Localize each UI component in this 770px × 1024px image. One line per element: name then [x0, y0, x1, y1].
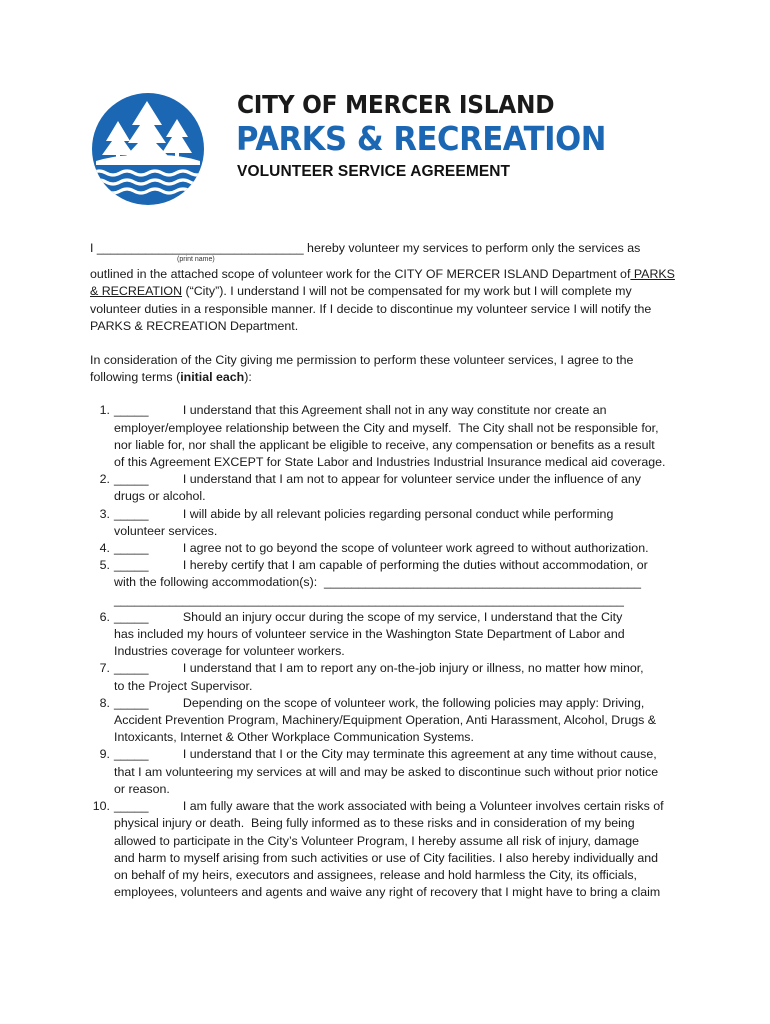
- intro-line-3-text: (“City”). I understand I will not be compensated for my work but I will complete my: [182, 284, 632, 299]
- term-number: 3.: [99, 506, 110, 521]
- term-text-line: allowed to participate in the City’s Volunteer Program, I hereby assume all risk of injury, damage: [114, 833, 640, 848]
- term-item: [90, 798, 680, 901]
- intro-line-4: volunteer duties in a responsible manner. If I decide to discontinue my volunteer service I will notify the: [90, 301, 652, 316]
- initial-each-label: initial each: [180, 370, 245, 385]
- term-number: 10.: [92, 799, 110, 814]
- term-item: [90, 506, 680, 540]
- term-text-line: physical injury or death. Being fully informed as to these risks and in consideration of my being: [114, 816, 635, 831]
- term-text-line: or reason.: [114, 781, 170, 796]
- term-text-line: volunteer services.: [114, 523, 218, 538]
- term-number: 1.: [99, 403, 110, 418]
- intro-line-1: I ______________________________ hereby volunteer my services to perform only the services as: [90, 241, 641, 255]
- consideration-line-1: In consideration of the City giving me permission to perform these volunteer services, I agree to the: [90, 353, 634, 368]
- intro-line-2: [90, 266, 680, 283]
- trees-over-water-logo-icon: [92, 93, 204, 205]
- consideration-line-2c: ):: [244, 370, 252, 385]
- term-number: 6.: [99, 609, 110, 624]
- intro-line-5: PARKS & RECREATION Department.: [90, 318, 299, 333]
- intro-line-3: [90, 283, 680, 300]
- term-initial-line: _____ Depending on the scope of volunteer work, the following policies may apply: Driving,: [114, 695, 645, 710]
- term-initial-line: _____ I am fully aware that the work associated with being a Volunteer involves certain risks of: [114, 799, 664, 814]
- term-text-line: that I am volunteering my services at will and may be asked to discontinue such without prior notice: [114, 764, 659, 779]
- term-text-line: Accident Prevention Program, Machinery/Equipment Operation, Anti Harassment, Alcohol, Drugs &: [114, 713, 657, 728]
- term-text-line: to the Project Supervisor.: [114, 678, 253, 693]
- term-text-line: has included my hours of volunteer service in the Washington State Department of Labor and: [114, 627, 625, 642]
- term-item: [90, 540, 680, 557]
- term-text-line: on behalf of my heirs, executors and assignees, release and hold harmless the City, its officials,: [114, 867, 637, 882]
- term-item: [90, 746, 680, 798]
- consideration-line-2: [90, 369, 680, 386]
- term-item: [90, 402, 680, 471]
- term-item: [90, 695, 680, 747]
- org-name: CITY OF MERCER ISLAND: [237, 90, 555, 119]
- term-text-line: Intoxicants, Internet & Other Workplace Communication Systems.: [114, 730, 474, 745]
- parks-link-part-2: & RECREATION: [90, 284, 183, 299]
- parks-link-part-1: PARKS: [630, 267, 675, 282]
- term-text-line: and harm to myself arising from such activities or use of City facilities. I also hereby individually and: [114, 850, 659, 865]
- term-text-line: nor liable for, nor shall the applicant be eligible to receive, any compensation or benefits as a result: [114, 437, 655, 452]
- term-text-line: with the following accommodation(s): ______________________________________________: [114, 575, 642, 590]
- term-text-line: drugs or alcohol.: [114, 489, 206, 504]
- term-text-line: employer/employee relationship between the City and myself. The City shall not be responsible for,: [114, 420, 659, 435]
- term-number: 2.: [99, 472, 110, 487]
- term-text-line: __________________________________________________________________________: [114, 592, 624, 607]
- term-item: [90, 660, 680, 694]
- term-item: [90, 471, 680, 505]
- term-initial-line: _____ I understand that I am not to appear for volunteer service under the influence of any: [114, 472, 641, 487]
- term-initial-line: _____ Should an injury occur during the scope of my service, I understand that the City: [114, 609, 623, 624]
- term-number: 4.: [99, 541, 110, 556]
- department-name: PARKS & RECREATION: [236, 119, 606, 158]
- term-text-line: of this Agreement EXCEPT for State Labor and Industries Industrial Insurance medical aid coverage.: [114, 455, 666, 470]
- terms-list: [90, 402, 680, 901]
- term-initial-line: _____ I hereby certify that I am capable of performing the duties without accommodation, or: [114, 558, 648, 573]
- term-number: 5.: [99, 558, 110, 573]
- term-text-line: Industries coverage for volunteer workers.: [114, 644, 345, 659]
- term-number: 8.: [99, 695, 110, 710]
- term-number: 7.: [99, 661, 110, 676]
- agreement-body: [90, 240, 680, 901]
- term-initial-line: _____ I understand that I or the City may terminate this agreement at any time without cause,: [114, 747, 657, 762]
- print-name-label: (print name): [177, 256, 215, 264]
- term-initial-line: _____ I understand that this Agreement shall not in any way constitute nor create an: [114, 403, 607, 418]
- term-initial-line: _____ I agree not to go beyond the scope of volunteer work agreed to without authorization.: [114, 541, 649, 556]
- term-text-line: employees, volunteers and agents and waive any right of recovery that I might have to bring a claim: [114, 885, 661, 900]
- term-number: 9.: [99, 747, 110, 762]
- term-initial-line: _____ I will abide by all relevant policies regarding personal conduct while performing: [114, 506, 614, 521]
- intro-line-2-text: outlined in the attached scope of volunteer work for the CITY OF MERCER ISLAND Department of: [90, 267, 631, 282]
- consideration-line-2a: following terms (: [90, 370, 181, 385]
- term-initial-line: _____ I understand that I am to report any on-the-job injury or illness, no matter how minor,: [114, 661, 644, 676]
- document-title: VOLUNTEER SERVICE AGREEMENT: [237, 163, 511, 180]
- term-item: [90, 609, 680, 661]
- term-item: [90, 557, 680, 609]
